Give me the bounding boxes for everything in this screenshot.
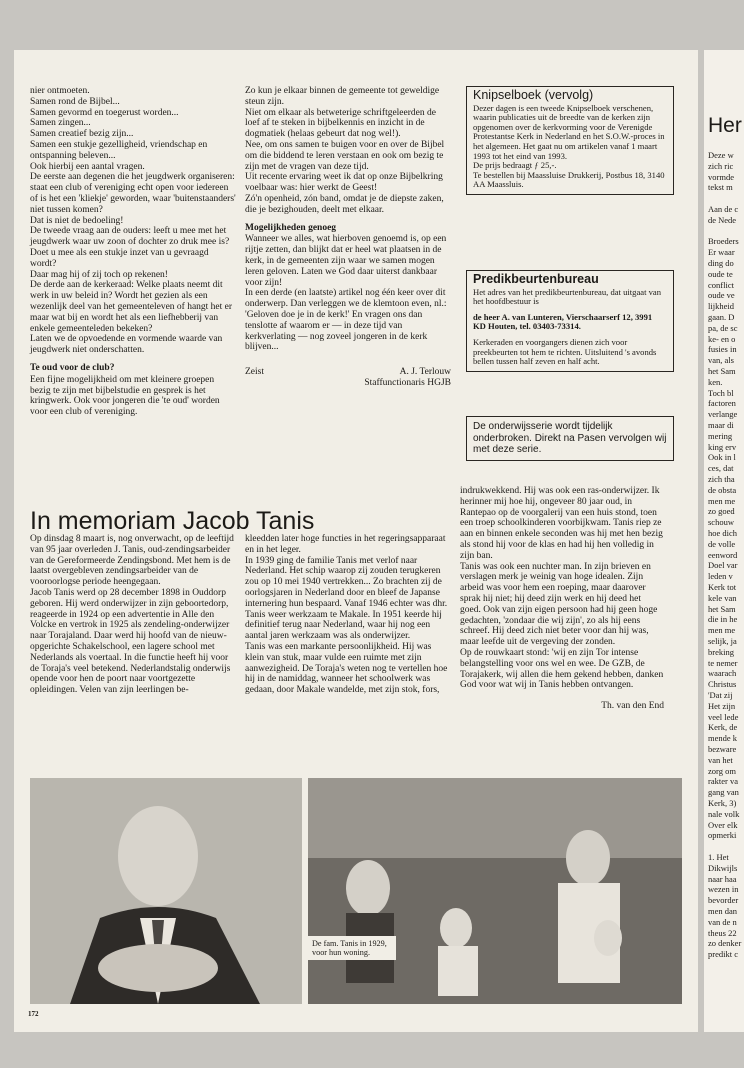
knipselboek-box: [466, 86, 674, 195]
right-page-line: factoren: [708, 398, 736, 409]
right-page-line: nale volk: [708, 808, 740, 819]
right-page-line: zich ric: [708, 160, 734, 171]
right-page-line: Toch bl: [708, 387, 734, 398]
right-page-line: Kerk, 3): [708, 798, 737, 808]
paragraph: In 1939 ging de familie Tanis met verlof naar Nederland. Het schip waarop zij zouden terugkeren zou op 10 mei 1940 vertrekken... Zo brachten zij de oorlogsjaren in Nederland door en bleef de Japanse internering hun bespaard. Vanaf 1946 echter was dhr. Tanis weer werkzaam te Makale. In 1951 keerde hij definitief terug naar Nederland, waar hij nog een aantal jaren werkzaam was als onderwijzer.: [245, 555, 448, 642]
paragraph: indrukwekkend. Hij was ook een ras-onderwijzer. Ik herinner mij hoe hij, ongeveer 80 jaar oud, in Rantepao op de voorgalerij van een huis stond, toen een troep schoolkinderen voorbijkwam. Tanis riep ze aan en binnen enkele seconden was hij met hen bezig als stond hij voor de klas en had hij hen volledig in zijn ban.: [460, 486, 663, 561]
paragraph: Op dinsdag 8 maart is, nog onverwacht, op de leeftijd van 95 jaar overleden J. Tanis, oud-zendingsarbeider van de Gereformeerde Zendingsbond. Met hem is de laatst overgebleven zendingsarbeider van de vooroorlogse periode heengegaan.: [30, 534, 234, 588]
right-page-line: oude ve: [708, 290, 735, 301]
right-page-line: men me: [708, 625, 736, 636]
right-page-line: kele van: [708, 592, 737, 603]
memoriam-title: In memoriam Jacob Tanis: [30, 507, 315, 535]
box-title: Knipselboek (vervolg): [473, 88, 594, 102]
paragraph: Zó'n openheid, zón band, omdat je de diepste zaken, die je bezighouden, deelt met elkaar.: [245, 193, 444, 215]
right-page-line: Kerk tot: [708, 582, 737, 592]
magazine-page-right: [704, 50, 744, 1032]
paragraph: Ook hierbij een aantal vragen.: [30, 161, 145, 172]
right-page-line: Dikwijls: [708, 862, 738, 873]
paragraph: nier ontmoeten.: [30, 86, 90, 96]
right-page-line: van, als: [708, 355, 734, 366]
signature-place: Zeist: [245, 367, 264, 378]
right-page-line: tekst m: [708, 182, 733, 193]
right-page-line: schouw: [708, 517, 734, 528]
family-photo: [308, 778, 682, 1004]
right-page-line: Er waar: [708, 247, 735, 258]
paragraph: Niet om elkaar als betweterige schriftgeleerden de loef af te steken in bijbelkennis en inzicht in de dogmatiek (helaas gebeurt dat nog wel!).: [245, 107, 436, 140]
memoriam-column-3: [460, 486, 664, 712]
paragraph: Samen creatief bezig zijn...: [30, 129, 134, 140]
right-page-line: zo denker: [708, 938, 742, 949]
right-page-line: theus 22: [708, 927, 737, 938]
article-column-1: [30, 86, 236, 418]
signature-author: [364, 367, 451, 389]
box-text: Het adres van het predikbeurtenbureau, dat uitgaat van het hoofdbestuur is: [473, 286, 662, 307]
right-page-line: hoe dich: [708, 528, 738, 538]
right-page-line: lijkheid: [708, 301, 734, 312]
right-page-line: de volle: [708, 538, 736, 549]
right-page-line: ken.: [708, 376, 723, 387]
section-heading: Te oud voor de club?: [30, 362, 115, 373]
memoriam-column-1: [30, 534, 236, 696]
right-page-line: Kerk, de: [708, 722, 738, 733]
right-page-line: leden v: [708, 571, 733, 582]
right-page-line: gaan. D: [708, 312, 735, 322]
paragraph: Wanneer we alles, wat hierboven genoemd is, op een rijtje zetten, dan blijkt dat er heel wat plaatsen in de kerk, in de gemeenten zijn waar we samen mogen leren geloven. Laten we God daar uiterst dankbaar voor zijn!: [245, 234, 447, 288]
paragraph: In een derde (en laatste) artikel nog één keer over dit onderwerp. Dan verleggen we de klemtoon even, nl.: 'Geloven doe je in de kerk!' En vragen ons dan tenslotte af waarom er — in deze tijd van kerkverlating — nog zoveel jongeren in de kerk blijven...: [245, 288, 447, 353]
right-page-line: Christus: [708, 679, 737, 690]
memoriam-signature: Th. van den End: [601, 701, 664, 712]
box-note: Kerkeraden en voorgangers dienen zich voor preekbeurten tot hem te richten. Uitsluitend 's avonds bellen tussen half zeven en half acht.: [473, 336, 657, 367]
paragraph: Laten we de opvoedende en vormende waarde van jeugdwerk niet onderschatten.: [30, 334, 223, 356]
right-page-line: de Nede: [708, 214, 737, 225]
paragraph: Tanis was een markante persoonlijkheid. Hij was klein van stuk, maar vulde een ruimte met zijn aanwezigheid. De Toraja's weten nog te vertellen hoe hij in de namiddag, wanneer het schoolwerk was gedaan, door Makale wandelde, met zijn stok, fors,: [245, 641, 448, 696]
right-page-line: van het: [708, 754, 733, 765]
right-page-line: ke- en o: [708, 333, 736, 344]
right-page-line: bevorder: [708, 895, 739, 906]
right-page-line: 1. Het: [708, 852, 729, 862]
right-page-line: mende k: [708, 733, 738, 744]
paragraph: Samen rond de Bijbel...: [30, 96, 120, 107]
paragraph: Een fijne mogelijkheid om met kleinere groepen bezig te zijn met bijbelstudie en gesprek is het kringwerk. Ook voor jongeren die 'te oud' worden voor een club of vereniging.: [30, 374, 220, 418]
right-page-line: wezen in: [708, 884, 739, 895]
paragraph: Nee, om ons samen te buigen voor en over de Bijbel om die biddend te leren verstaan en ook om bezig te zijn met de vragen van deze tijd.: [245, 139, 445, 172]
right-page-line: 'Dat zij: [708, 690, 733, 700]
box-address: de heer A. van Lunteren, Vierschaarserf 12, 3991 KD Houten, tel. 03403-73314.: [473, 311, 653, 332]
right-page-line: naar haa: [708, 873, 737, 884]
right-page-line: zo goed: [708, 506, 735, 517]
right-page-line: predikt c: [708, 949, 738, 960]
right-page-line: men me: [708, 495, 736, 506]
author-signature: [245, 367, 451, 389]
right-page-title: Her: [708, 114, 742, 137]
paragraph: Uit recente ervaring weet ik dat op onze Bijbelkring voelbaar was: hier werkt de Geest!: [245, 172, 443, 194]
right-page-line: die in he: [708, 614, 738, 625]
right-page-line: king erv: [708, 441, 737, 452]
paragraph: Samen zingen...: [30, 118, 91, 129]
right-page-line: opmerki: [708, 830, 737, 841]
right-page-line: te nemer: [708, 657, 738, 668]
magazine-page-left: [14, 50, 698, 1032]
box-price: De prijs bedraagt ƒ 25,-.: [473, 160, 557, 171]
signature-name: A. J. Terlouw: [399, 367, 451, 378]
family-illustration: [308, 778, 682, 1004]
portrait-illustration: [30, 778, 302, 1004]
right-page-line: rakter va: [708, 776, 738, 787]
right-page-line: men dan: [708, 906, 738, 916]
right-page-line: oude te: [708, 268, 733, 279]
right-page-line: Aan de c: [708, 204, 739, 214]
paragraph: De tweede vraag aan de ouders: leeft u mee met het jeugdwerk waar uw zoon of dochter zo druk mee is? Doet u mee als een stukje inzet van u gevraagd wordt?: [30, 226, 230, 269]
predikbeurtenbureau-box: [466, 270, 674, 372]
right-page-line: fusies in: [708, 344, 737, 355]
right-page-line: het Sam: [708, 603, 736, 614]
paragraph: Tanis was ook een nuchter man. In zijn brieven en verslagen merk je weinig van hoge idealen. Zijn arbeid was voor hem een roeping, maar daarover sprak hij niet; hij deed zijn werk en hij deed het goed. Ook van zijn eigen persoon had hij geen hoge gedachten, 'zondaar die wij zijn', zo als hij eens schreef. Hij deed zich niet beter voor dan hij was, maar leefde uit de vergeving der zonden.: [460, 561, 658, 648]
right-page-line: conflict: [708, 279, 734, 290]
paragraph: Jacob Tanis werd op 28 december 1898 in Ouddorp geboren. Hij werd onderwijzer in zijn geboortedorp, reageerde in 1924 op een advertentie in Alle den Volcke en vertrok in 1925 als zendeling-onderwijzer naar Torajaland. Daar werd hij hoofd van de nieuw-opgerichte Schakelschool, een lagere school met Nederlands als voertaal. In die functie heeft hij voor de Toraja's veel betekend. Nederlandstalig onderwijs opende voor hen de poort naar voortgezette opleidingen. Velen van zijn leerlingen be-: [30, 587, 231, 696]
right-page-line: eenword: [708, 549, 738, 560]
right-page-line: Deze w: [708, 150, 734, 160]
right-page-line: selijk, ja: [708, 636, 737, 646]
article-column-2: [245, 86, 451, 389]
right-page-line: Over elk: [708, 819, 738, 830]
right-page-line: ding do: [708, 258, 734, 268]
right-page-line: veel lede: [708, 711, 739, 722]
right-page-line: maar di: [708, 420, 734, 430]
col1-paragraphs: [30, 86, 236, 356]
right-page-line: Ook in l: [708, 452, 736, 463]
section-heading: Mogelijkheden genoeg: [245, 222, 337, 233]
paragraph: Samen gevormd en toegerust worden...: [30, 107, 179, 118]
right-page-line: zorg om: [708, 765, 736, 776]
box-order: Te bestellen bij Maassluise Drukkerij, Postbus 18, 3140 AA Maassluis.: [473, 169, 665, 190]
right-page-line: waarach: [708, 668, 737, 679]
paragraph: Zo kun je elkaar binnen de gemeente tot geweldige steun zijn.: [245, 86, 440, 107]
paragraph: kleedden later hoge functies in het regeringsapparaat en in het leger.: [245, 534, 446, 555]
box-text: Dezer dagen is een tweede Knipselboek verschenen, waarin publicaties uit de breedte van de kerken zijn opgenomen over de kerkvorming voor de Verenigde Protestantse Kerk in Nederland en het S.O.W.-proces in het algemeen. Het gaat nu om artikelen vanaf 1 maart 1993 tot het eind van 1993.: [473, 102, 665, 161]
right-page-line: verlange: [708, 409, 738, 420]
paragraph: Daar mag hij of zij toch op rekenen!: [30, 269, 168, 280]
right-page-line: gang van: [708, 787, 739, 798]
notice-text: De onderwijsserie wordt tijdelijk onderbroken. Direkt na Pasen vervolgen wij met deze serie.: [473, 421, 667, 455]
right-page-line: Doel var: [708, 560, 738, 571]
paragraph: Samen een stukje gezelligheid, vriendschap en ontspanning beleven...: [30, 139, 208, 161]
right-page-line: van de n: [708, 916, 737, 927]
right-page-line: vormde: [708, 171, 734, 182]
paragraph: De derde aan de kerkeraad: Welke plaats neemt dit werk in uw beleid in? Wordt het gezien als een wezenlijk deel van het gemeenteleven of hangt het er maar wat bij en wordt het als een liefhebberij van enkele gemeenteleden bekeken?: [30, 280, 233, 334]
right-page-line: de obsta: [708, 484, 737, 495]
page-number: 172: [28, 1010, 39, 1018]
right-page-line: Broeders: [708, 236, 739, 247]
right-page-line: pa, de sc: [708, 322, 738, 333]
right-page-line: ces, dat: [708, 463, 734, 474]
portrait-photo: [30, 778, 302, 1004]
right-page-line: Het zijn: [708, 700, 736, 711]
right-page-line: breking: [708, 646, 734, 657]
photo-caption: De fam. Tanis in 1929, voor hun woning.: [308, 936, 396, 960]
paragraph: De eerste aan degenen die het jeugdwerk organiseren: staat een club of vereniging echt open voor iedereen of is het een 'kliekje' geworden, waar 'buitenstaanders' niet tussen komen?: [30, 172, 236, 215]
right-page-line: het Sam: [708, 366, 736, 376]
box-title: Predikbeurtenbureau: [473, 272, 599, 286]
right-page-line: bezware: [708, 744, 737, 754]
notice-box: [466, 416, 674, 461]
memoriam-column-2: [245, 534, 451, 696]
right-page-line: mering: [708, 430, 733, 441]
right-page-line: zich tha: [708, 474, 735, 484]
paragraph: Op de rouwkaart stond: 'wij en zijn Tor intense belangstelling voor ons wel en wee. De GZB, de Torajakerk, wij allen die hem gekend hebben, danken God voor wat wij in Tanis hebben ontvangen.: [460, 647, 664, 691]
signature-role: Staffunctionaris HGJB: [364, 377, 451, 388]
paragraph: Dat is niet de bedoeling!: [30, 215, 124, 226]
